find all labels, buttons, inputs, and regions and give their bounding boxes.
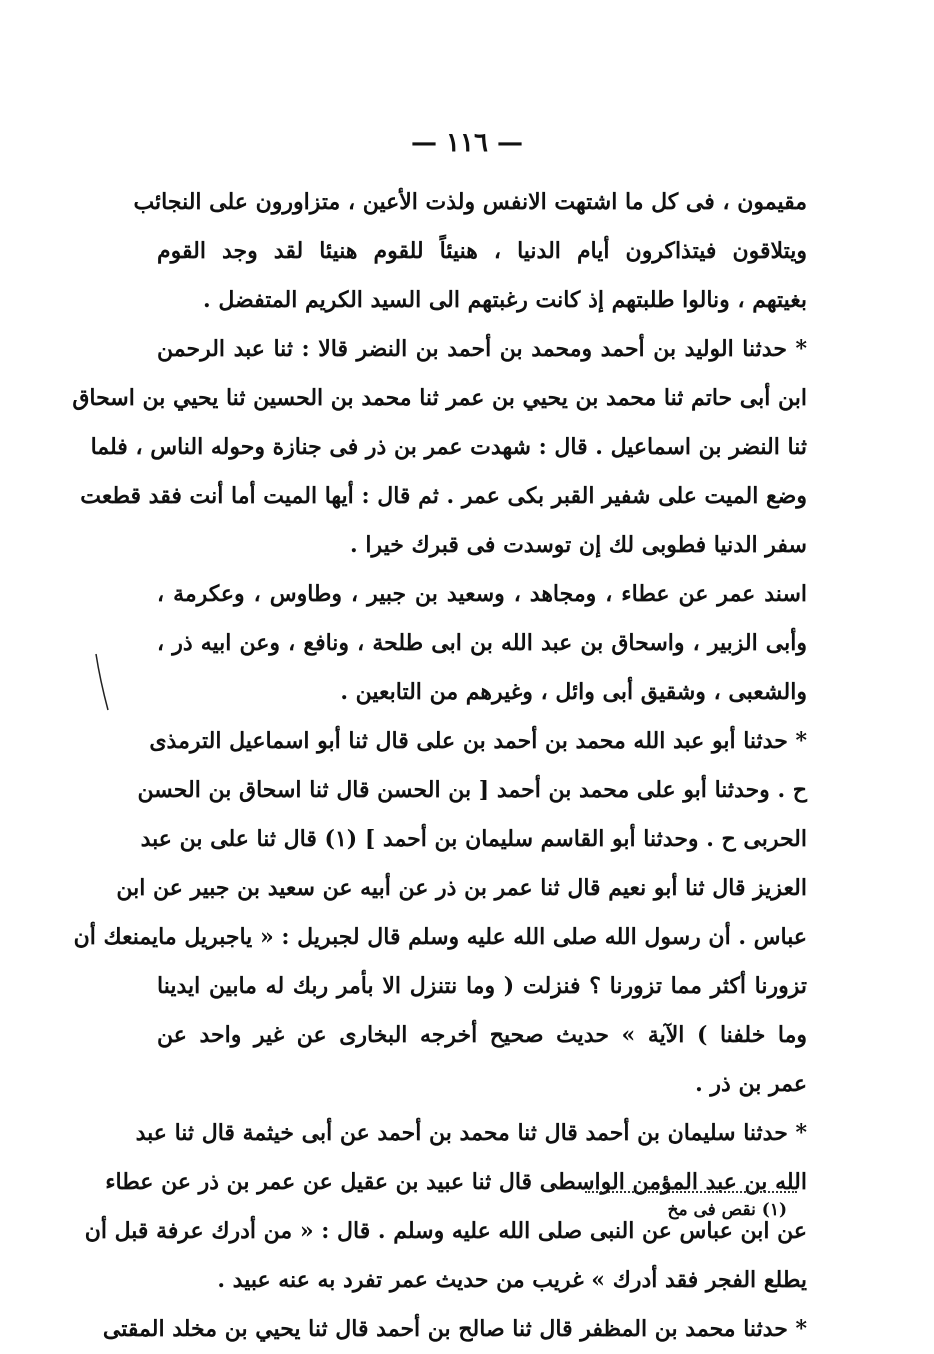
text-line: الله بن عبد المؤمن الواسطى قال ثنا عبيد بن عقيل عن عمر بن ذر عن عطاء bbox=[105, 1169, 807, 1195]
page-number: — ١١٦ — bbox=[410, 128, 524, 158]
text-line: عباس . أن رسول الله صلى الله عليه وسلم قال لجبريل : « ياجبريل مايمنعك أن bbox=[73, 924, 807, 950]
text-line: * حدثنا محمد بن المظفر قال ثنا صالح بن أحمد قال ثنا يحيي بن مخلد المقتى bbox=[102, 1316, 807, 1342]
text-line: ثنا النضر بن اسماعيل . قال : شهدت عمر بن ذر فى جنازة وحوله الناس ، فلما bbox=[90, 434, 807, 460]
text-line: ويتلاقون فيتذاكرون أيام الدنيا ، هنيئاً للقوم هنيئا لقد وجد القوم bbox=[157, 238, 807, 264]
paragraph bbox=[102, 1305, 807, 1354]
text-line: العزيز قال ثنا أبو نعيم قال ثنا عمر بن ذر عن أبيه عن سعيد بن جبير عن ابن bbox=[116, 875, 807, 901]
paragraph bbox=[73, 717, 807, 1109]
text-line: وضع الميت على شفير القبر بكى عمر . ثم قال : أيها الميت أما أنت فقد قطعت bbox=[80, 483, 807, 509]
text-line: والشعبى ، وشقيق أبى وائل ، وغيرهم من التابعين . bbox=[340, 679, 807, 705]
text-line: تزورنا أكثر مما تزورنا ؟ فنزلت ( وما نتنزل الا بأمر ربك له مابين ايدينا bbox=[157, 973, 807, 999]
footnote-separator bbox=[585, 1191, 797, 1193]
text-line: مقيمون ، فى كل ما اشتهت الانفس ولذت الأعين ، متزاورون على النجائب bbox=[133, 189, 807, 215]
text-line: عن ابن عباس عن النبى صلى الله عليه وسلم . قال : « من أدرك عرفة قبل أن bbox=[84, 1218, 807, 1244]
paragraph bbox=[72, 325, 807, 570]
text-line: بغيتهم ، ونالوا طلبتهم إذ كانت رغبتهم الى السيد الكريم المتفضل . bbox=[203, 287, 807, 313]
text-line: * حدثنا الوليد بن أحمد ومحمد بن أحمد بن النضر قالا : ثنا عبد الرحمن bbox=[157, 336, 807, 362]
body-text bbox=[72, 178, 807, 1354]
text-line: وأبى الزبير ، واسحاق بن عبد الله بن ابى طلحة ، ونافع ، وعن ابيه ذر ، bbox=[157, 630, 807, 656]
text-line: ح . وحدثنا أبو على محمد بن أحمد [ بن الحسن قال ثنا اسحاق بن الحسن bbox=[137, 777, 807, 803]
text-line: سفر الدنيا فطوبى لك إن توسدت فى قبرك خيرا . bbox=[350, 532, 807, 558]
text-line: * حدثنا أبو عبد الله محمد بن أحمد بن على قال ثنا أبو اسماعيل الترمذى bbox=[149, 728, 807, 754]
margin-pen-mark bbox=[92, 652, 112, 712]
paragraph bbox=[133, 178, 807, 325]
text-line: عمر بن ذر . bbox=[695, 1071, 807, 1097]
text-line: اسند عمر عن عطاء ، ومجاهد ، وسعيد بن جبير ، وطاوس ، وعكرمة ، bbox=[157, 581, 807, 607]
paragraph bbox=[157, 570, 807, 717]
text-line: * حدثنا سليمان بن أحمد قال ثنا محمد بن أحمد عن أبى خيثمة قال ثنا عبد bbox=[135, 1120, 807, 1146]
text-line: وما خلفنا ) الآية » حديث صحيح أخرجه البخارى عن غير واحد عن bbox=[157, 1022, 807, 1048]
text-line: ابن أبى حاتم ثنا محمد بن يحيي بن عمر ثنا محمد بن الحسين ثنا يحيي بن اسحاق bbox=[72, 385, 807, 411]
footnote: (١) نقص فى مخ bbox=[667, 1200, 787, 1220]
text-line: يطلع الفجر فقد أدرك » غريب من حديث عمر تفرد به عنه عبيد . bbox=[217, 1267, 807, 1293]
text-line: الحربى ح . وحدثنا أبو القاسم سليمان بن أحمد ] (١) قال ثنا على بن عبد bbox=[140, 826, 807, 852]
